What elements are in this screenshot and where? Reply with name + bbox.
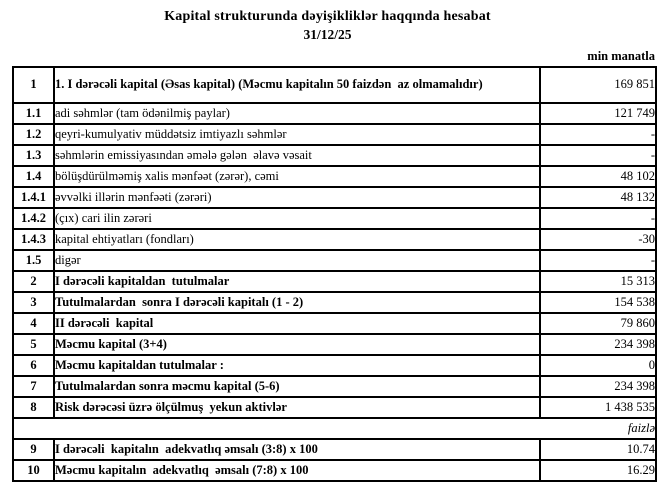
table-row	[13, 103, 656, 124]
row-label: 1. I dərəcəli kapital (Əsas kapital) (Məcmu kapitalın 50 faizdən az olmamalıdır)	[54, 67, 540, 103]
table-row	[13, 376, 656, 397]
row-value: 0	[540, 355, 656, 376]
table-row	[13, 313, 656, 334]
row-label: Risk dərəcəsi üzrə ölçülmuş yekun aktivlər	[54, 397, 540, 418]
row-label: Tutulmalardan sonra I dərəcəli kapitalı (1 - 2)	[54, 292, 540, 313]
row-label: II dərəcəli kapital	[54, 313, 540, 334]
row-label: Məcmu kapitalın adekvatlıq əmsalı (7:8) x 100	[54, 460, 540, 481]
row-number: 10	[13, 460, 54, 481]
row-value: 154 538	[540, 292, 656, 313]
row-label: kapital ehtiyatları (fondları)	[54, 229, 540, 250]
table-row	[13, 187, 656, 208]
row-value: -	[540, 250, 656, 271]
unit-label: min manatla	[587, 49, 655, 63]
table-row	[13, 334, 656, 355]
row-label: Məcmu kapitaldan tutulmalar :	[54, 355, 540, 376]
row-label: adi səhmlər (tam ödənilmiş paylar)	[54, 103, 540, 124]
row-number: 1.4.1	[13, 187, 54, 208]
row-label: Tutulmalardan sonra məcmu kapital (5-6)	[54, 376, 540, 397]
row-value: 169 851	[540, 67, 656, 103]
row-number: 2	[13, 271, 54, 292]
row-value: 234 398	[540, 334, 656, 355]
row-number: 4	[13, 313, 54, 334]
percent-unit-label: faizlə	[13, 418, 656, 439]
row-value: 1 438 535	[540, 397, 656, 418]
table-row	[13, 271, 656, 292]
row-number: 1.1	[13, 103, 54, 124]
row-label: I dərəcəli kapitaldan tutulmalar	[54, 271, 540, 292]
table-row	[13, 229, 656, 250]
row-number: 1.4.3	[13, 229, 54, 250]
row-label: səhmlərin emissiyasından əmələ gələn əlavə vəsait	[54, 145, 540, 166]
report-title: Kapital strukturunda dəyişikliklər haqqında hesabat	[164, 9, 491, 24]
row-number: 1.4	[13, 166, 54, 187]
table-row	[13, 355, 656, 376]
row-value: 121 749	[540, 103, 656, 124]
table-row	[13, 439, 656, 460]
row-number: 5	[13, 334, 54, 355]
table-row	[13, 250, 656, 271]
row-label: digər	[54, 250, 540, 271]
row-label: Məcmu kapital (3+4)	[54, 334, 540, 355]
report-date: 31/12/25	[303, 27, 352, 42]
row-value: -	[540, 208, 656, 229]
row-value: 15 313	[540, 271, 656, 292]
row-number: 1	[13, 67, 54, 103]
row-label: (çıx) cari ilin zərəri	[54, 208, 540, 229]
table-row	[13, 397, 656, 418]
row-value: 79 860	[540, 313, 656, 334]
row-number: 3	[13, 292, 54, 313]
row-value: 16.29	[540, 460, 656, 481]
percent-unit-row	[13, 418, 656, 439]
table-row	[13, 292, 656, 313]
table-row	[13, 124, 656, 145]
row-number: 8	[13, 397, 54, 418]
report-table-body	[13, 67, 656, 481]
row-number: 1.4.2	[13, 208, 54, 229]
table-row	[13, 67, 656, 103]
table-row	[13, 166, 656, 187]
row-number: 1.2	[13, 124, 54, 145]
row-value: -	[540, 124, 656, 145]
row-value: 48 102	[540, 166, 656, 187]
row-label: I dərəcəli kapitalın adekvatlıq əmsalı (3:8) x 100	[54, 439, 540, 460]
row-label: bölüşdürülməmiş xalis mənfəət (zərər), cəmi	[54, 166, 540, 187]
row-number: 1.5	[13, 250, 54, 271]
row-label: qeyri-kumulyativ müddətsiz imtiyazlı səhmlər	[54, 124, 540, 145]
row-number: 7	[13, 376, 54, 397]
row-number: 6	[13, 355, 54, 376]
row-value: 48 132	[540, 187, 656, 208]
table-row	[13, 208, 656, 229]
row-value: -30	[540, 229, 656, 250]
row-label: əvvəlki illərin mənfəəti (zərəri)	[54, 187, 540, 208]
row-number: 9	[13, 439, 54, 460]
row-number: 1.3	[13, 145, 54, 166]
table-row	[13, 145, 656, 166]
table-row	[13, 460, 656, 481]
row-value: 10.74	[540, 439, 656, 460]
row-value: -	[540, 145, 656, 166]
capital-structure-table	[12, 66, 657, 482]
row-value: 234 398	[540, 376, 656, 397]
